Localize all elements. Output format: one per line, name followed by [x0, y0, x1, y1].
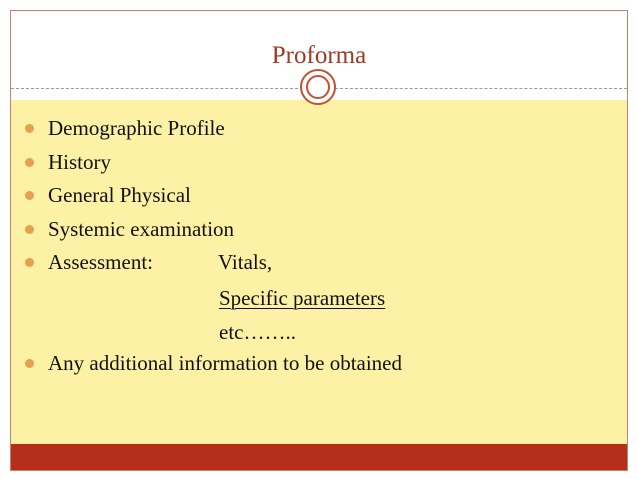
- bullet-text: Systemic examination: [48, 216, 235, 241]
- circle-emblem-icon: [300, 69, 336, 105]
- list-item: [22, 213, 402, 247]
- list-item-assessment: [22, 246, 402, 280]
- assessment-label: Assessment:: [48, 250, 153, 274]
- list-item: [22, 112, 402, 146]
- bullet-text: Any additional information to be obtained: [48, 350, 403, 375]
- assessment-specific-parameters: Specific parameters: [219, 286, 386, 310]
- assessment-vitals: Vitals,: [218, 250, 273, 274]
- list-item-continuation: [22, 313, 402, 347]
- slide-title: Proforma: [271, 42, 367, 69]
- bullet-icon: [25, 359, 34, 368]
- list-item: [22, 347, 402, 381]
- bullet-icon: [25, 124, 34, 133]
- list-item: [22, 146, 402, 180]
- bottom-band: [11, 444, 627, 470]
- circle-emblem-inner: [306, 75, 330, 99]
- bullet-icon: [25, 258, 34, 267]
- bullet-list: [22, 112, 402, 380]
- bullet-icon: [25, 158, 34, 167]
- bullet-icon: [25, 191, 34, 200]
- assessment-etc: etc……..: [219, 319, 296, 344]
- bullet-text: General Physical: [48, 183, 191, 207]
- list-item: [22, 179, 402, 213]
- bullet-text: History: [48, 149, 111, 174]
- bullet-icon: [25, 225, 34, 234]
- bullet-text: Demographic Profile: [48, 116, 225, 140]
